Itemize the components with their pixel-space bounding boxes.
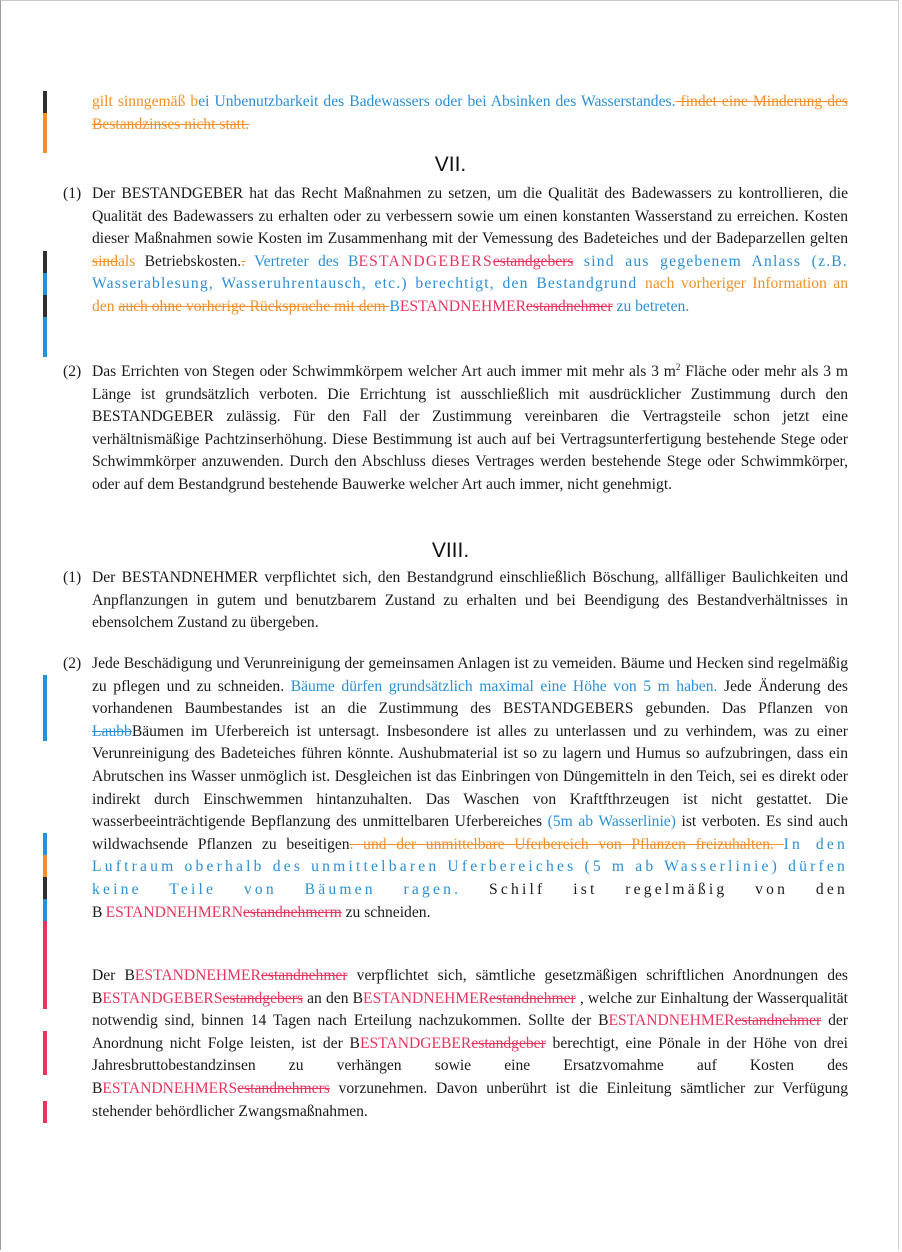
paragraph-viii-1: Der BESTANDNEHMER verpflichtet sich, den Bestandgrund einschließlich Böschung, allfälliger Baulichkeiten und Anpflanzungen in gutem und benutzbarem Zustand zu erhalten und bei Beendigung des Bestandverhältnisses in ebensolchem Zustand zu übergeben.: [92, 569, 848, 632]
change-bar: [43, 317, 47, 357]
change-bar: [43, 921, 47, 1009]
inserted-text: ESTANDGEBERS: [102, 989, 223, 1007]
deleted-text: estandnehmer: [526, 297, 613, 315]
change-bar: [43, 91, 47, 113]
inserted-text: ESTANDNEHMER: [363, 989, 490, 1007]
deleted-text: und der unmittelbare Uferbereich von Pflanzen freizuhalten.: [353, 835, 784, 853]
inserted-text: (5m ab Wasserlinie): [547, 813, 676, 831]
inserted-text: ESTANDGEBER: [359, 1034, 472, 1052]
inserted-text: als: [118, 252, 136, 270]
inserted-text: ESTANDNEHMER: [608, 1012, 735, 1030]
change-bar: [43, 833, 47, 855]
inserted-text: nach vorheriger Information an den: [92, 275, 848, 315]
inserted-text: sind aus gegebenem Anlass (z.B. Wasserablesung, Wasseruhrentausch, etc.) berechtigt, den Bestandgrund: [92, 252, 848, 293]
deleted-text: .: [349, 835, 354, 853]
paragraph-viii-2: Jede Beschädigung und Verunreinigung der gemeinsamen Anlagen ist zu vemeiden. Bäume und Hecken sind regelmäßig zu pflegen und zu schneiden. Bäume dürfen grundsätzlich maximal eine Höhe von 5 m haben. Jede Änderung des vorhandenen Baumbestandes ist an die Zustimmung des BESTANDGEBERS gebunden. Das Pflanzen von LaubbBäumen im Uferbereich ist untersagt. Insbesondere ist alles zu unterlassen und zu verhindem, was zu einer Verunreinigung des Badeteiches führen könnte. Aushubmaterial ist so zu lagern und Humus so aufzubringen, dass ein Abrutschen ins Wasser unmöglich ist. Desgleichen ist das Einbringen von Düngemitteln in den Teich, sei es direkt oder indirekt durch Einschwemmen hintanzuhalten. Das Waschen von Kraftfthrzeugen ist nicht gestattet. Die wasserbeeinträchtigende Bepflanzung des unmittelbaren Uferbereiches (5m ab Wasserlinie) ist verboten. Es sind auch wildwachsende Pflanzen zu beseitigen. und der unmittelbare Uferbereich von Pflanzen freizuhalten. In den Luftraum oberhalb des unmittelbaren Uferbereiches (5 m ab Wasserlinie) dürfen keine Teile von Bäumen ragen. Schilf ist regelmäßig von den BESTANDNEHMERNestandnehmerm zu schneiden.: [92, 655, 849, 921]
inserted-text: B: [389, 297, 400, 315]
inserted-text: Vertreter des B: [245, 252, 359, 270]
change-bar: [43, 675, 47, 741]
deleted-text: .: [241, 252, 246, 270]
inserted-text: In den Luftraum oberhalb des unmittelbaren Uferbereiches (5 m ab Wasserlinie) dürfen keine Teile von Bäumen ragen.: [92, 835, 848, 898]
inserted-text: ESTANDNEHMER: [399, 297, 527, 315]
change-bar: [43, 113, 47, 153]
paragraph-vii-2: Das Errichten von Stegen oder Schwimmkörpem welcher Art auch immer mit mehr als 3 $m^2$ Fläche oder mehr als 3 m Länge ist grundsätzlich verboten. Die Errichtung ist ausschließlich mit ausdrücklicher Zustimmung durch den BESTANDGEBER zulässig. Für den Fall der Zustimmung vereinbaren die Vertragsteile schon jetzt eine verhältnismäßige Pachtzinserhöhung. Diese Bestimmung ist auch auf bei Vertragsunterfertigung bestehende Stege oder Schwimmkörper anzuwenden. Durch den Abschluss dieses Vertrages werden bestehende Stege oder Schwimmkörper, oder auf dem Bestandgrund bestehende Bauwerke welcher Art auch immer, nicht genehmigt.: [92, 361, 848, 493]
deleted-text: estandnehmers: [237, 1079, 330, 1097]
inserted-text: ESTANDNEHMERN: [105, 903, 243, 921]
deleted-text: Laubb: [92, 722, 132, 740]
section-heading-viii: VIII.: [431, 539, 470, 562]
change-bar: [43, 1101, 47, 1123]
paragraph-vii-1: Der BESTANDGEBER hat das Recht Maßnahmen zu setzen, um die Qualität des Badewassers zu kontrollieren, die Qualität des Badewassers zu erhalten oder zu verbessern sowie um einen konstanten Wasserstand zu erreichen. Kosten dieser Maßnahmen sowie Kosten im Zusammenhang mit der Vemessung des Badeteiches und der Badeparzellen gelten sindals Betriebskosten.. Vertreter des BESTANDGEBERSestandgebers sind aus gegebenem Anlass (z.B. Wasserablesung, Wasseruhrentausch, etc.) berechtigt, den Bestandgrund nach vorheriger Information an den auch ohne vorherige Rücksprache mit dem BESTANDNEHMERestandnehmer zu betreten.: [92, 185, 848, 315]
change-bar: [43, 1031, 47, 1075]
change-bar: [43, 855, 47, 877]
section-heading-vii: VII.: [434, 153, 467, 176]
deleted-text: estandnehmerm: [242, 903, 342, 921]
change-bar: [43, 251, 47, 273]
inserted-text: Bäume dürfen grundsätzlich maximal eine Höhe von 5 m haben.: [290, 677, 718, 695]
paragraph-viii-3: Der BESTANDNEHMERestandnehmer verpflichtet sich, sämtliche gesetzmäßigen schriftlichen Anordnungen des BESTANDGEBERSestandgebers an den BESTANDNEHMERestandnehmer , welche zur Einhaltung der Wasserqualität notwendig sind, binnen 14 Tagen nach Erteilung nachzukommen. Sollte der BESTANDNEHMERestandnehmer der Anordnung nicht Folge leisten, ist der BESTANDGEBERestandgeber berechtigt, eine Pönale in der Höhe von drei Jahresbruttobestandzinsen zu verhängen sowie eine Ersatzvomahme auf Kosten des BESTANDNEHMERSestandnehmers vorzunehmen. Davon unberührt ist die Einleitung sämtlicher zur Verfügung stehender behördlicher Zwangsmaßnahmen.: [92, 967, 848, 1120]
paragraph-number: (2): [63, 655, 82, 672]
inserted-text: ESTANDNEHMERS: [102, 1079, 238, 1097]
deleted-text: findet eine Minderung des Bestandzinses nicht statt.: [92, 93, 848, 133]
deleted-text: estandgebers: [222, 989, 303, 1007]
inserted-text: ESTANDGEBERS: [358, 252, 493, 270]
deleted-text: estandnehmer: [489, 989, 576, 1007]
inserted-text: ei Unbenutzbarkeit des Badewassers oder bei Absinken des Wasserstandes.: [198, 93, 676, 110]
paragraph-number: (2): [63, 363, 82, 380]
change-bar: [43, 899, 47, 921]
paragraph-number: (1): [63, 569, 82, 586]
deleted-text: sind: [92, 252, 118, 270]
deleted-text: estandgebers: [492, 252, 574, 270]
change-bar: [43, 295, 47, 317]
deleted-text: estandgeber: [471, 1034, 546, 1052]
inserted-text: gilt sinngemäß b: [92, 93, 199, 110]
change-bar: [43, 877, 47, 899]
inserted-text: zu betreten.: [612, 297, 690, 315]
deleted-text: auch ohne vorherige Rücksprache mit dem: [118, 297, 390, 315]
deleted-text: estandnehmer: [260, 967, 348, 984]
paragraph-number: (1): [63, 185, 82, 202]
inserted-text: ESTANDNEHMER: [134, 967, 261, 984]
continuation-paragraph: [92, 91, 848, 136]
change-bar: [43, 273, 47, 295]
deleted-text: estandnehmer: [734, 1012, 822, 1030]
